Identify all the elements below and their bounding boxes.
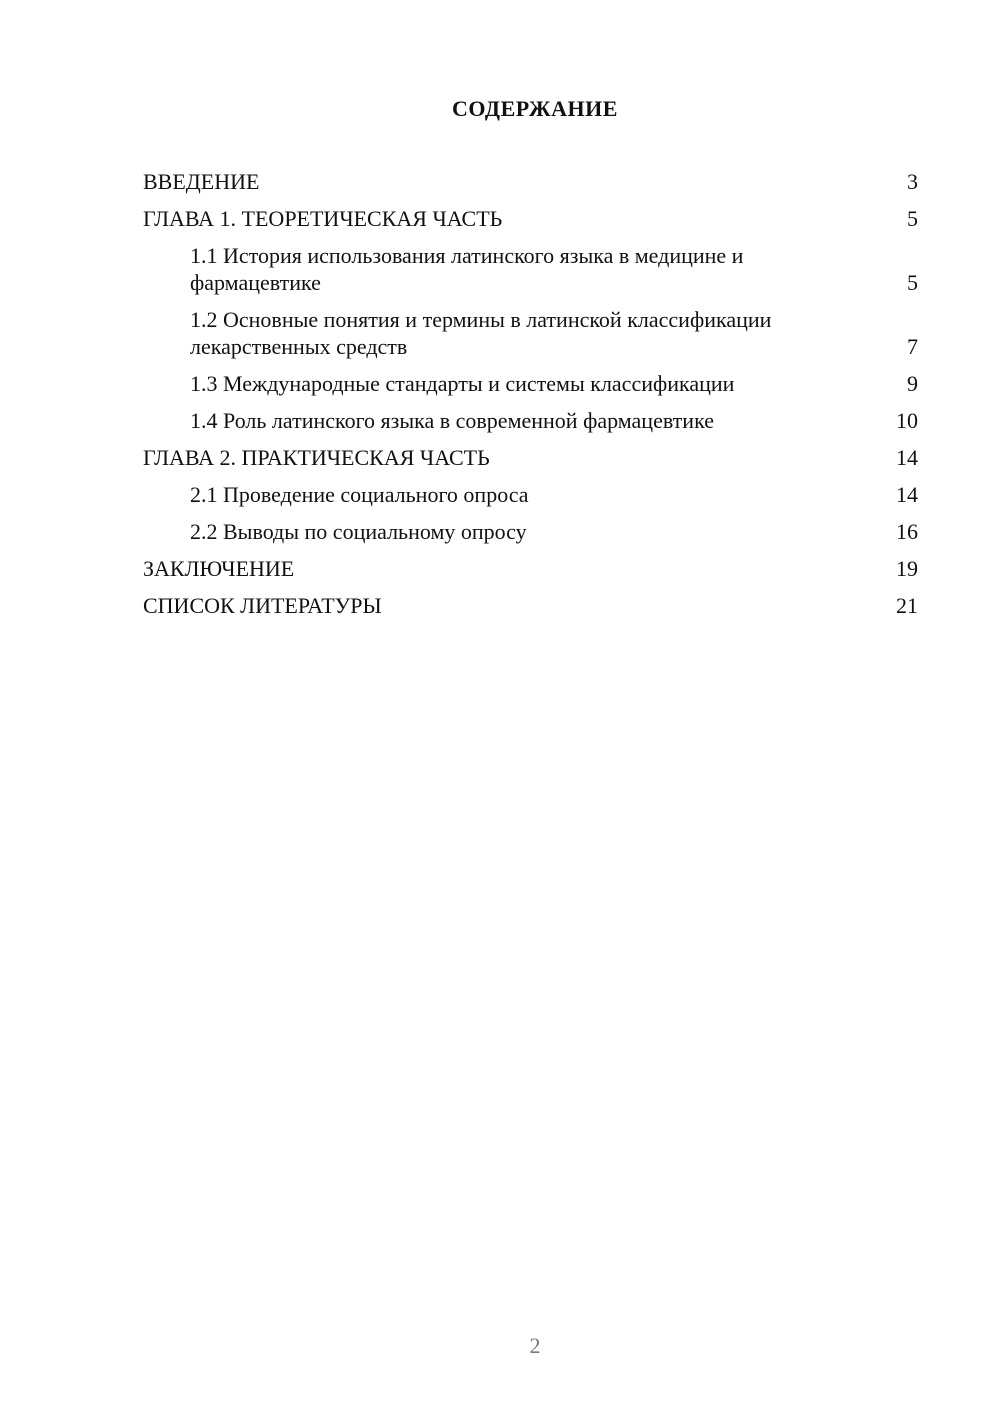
toc-entry-page: 19 — [896, 556, 918, 581]
toc-entry-section-1-4[interactable] — [143, 407, 918, 434]
toc-entry-introduction[interactable] — [143, 168, 918, 195]
toc-entry-title: 1.2 Основные понятия и термины в латинской классификации лекарственных средств — [190, 307, 772, 359]
toc-entry-title: ГЛАВА 1. ТЕОРЕТИЧЕСКАЯ ЧАСТЬ — [143, 206, 503, 231]
toc-entry-section-1-1[interactable] — [143, 242, 918, 296]
toc-entry-section-2-2[interactable] — [143, 518, 918, 545]
toc-entry-title: 2.2 Выводы по социальному опросу — [190, 519, 527, 544]
toc-entry-conclusion[interactable] — [143, 555, 918, 582]
toc-entry-title: 1.4 Роль латинского языка в современной фармацевтике — [190, 408, 714, 433]
toc-entry-page: 9 — [907, 371, 918, 396]
toc-entry-title: ВВЕДЕНИЕ — [143, 169, 260, 194]
toc-entry-section-1-3[interactable] — [143, 370, 918, 397]
toc-entry-title: 2.1 Проведение социального опроса — [190, 482, 529, 507]
toc-entry-page: 16 — [896, 519, 918, 544]
toc-entry-section-1-2[interactable] — [143, 306, 918, 360]
table-of-contents — [143, 168, 918, 629]
toc-entry-page: 14 — [896, 482, 918, 507]
toc-entry-page: 14 — [896, 445, 918, 470]
toc-entry-references[interactable] — [143, 592, 918, 619]
toc-entry-title: 1.3 Международные стандарты и системы классификации — [190, 371, 735, 396]
toc-entry-page: 5 — [907, 206, 918, 231]
toc-entry-page: 7 — [907, 334, 918, 359]
page-number: 2 — [529, 1333, 541, 1358]
toc-entry-page: 10 — [896, 408, 918, 433]
toc-entry-title: СПИСОК ЛИТЕРАТУРЫ — [143, 593, 382, 618]
page-title: СОДЕРЖАНИЕ — [452, 96, 618, 121]
toc-entry-title: ЗАКЛЮЧЕНИЕ — [143, 556, 295, 581]
toc-entry-chapter-2[interactable] — [143, 444, 918, 471]
toc-entry-page: 3 — [907, 169, 918, 194]
toc-entry-section-2-1[interactable] — [143, 481, 918, 508]
toc-entry-chapter-1[interactable] — [143, 205, 918, 232]
toc-entry-title: 1.1 История использования латинского языка в медицине и фармацевтике — [190, 243, 744, 295]
toc-entry-page: 5 — [907, 270, 918, 295]
toc-entry-page: 21 — [896, 593, 918, 618]
toc-entry-title: ГЛАВА 2. ПРАКТИЧЕСКАЯ ЧАСТЬ — [143, 445, 490, 470]
